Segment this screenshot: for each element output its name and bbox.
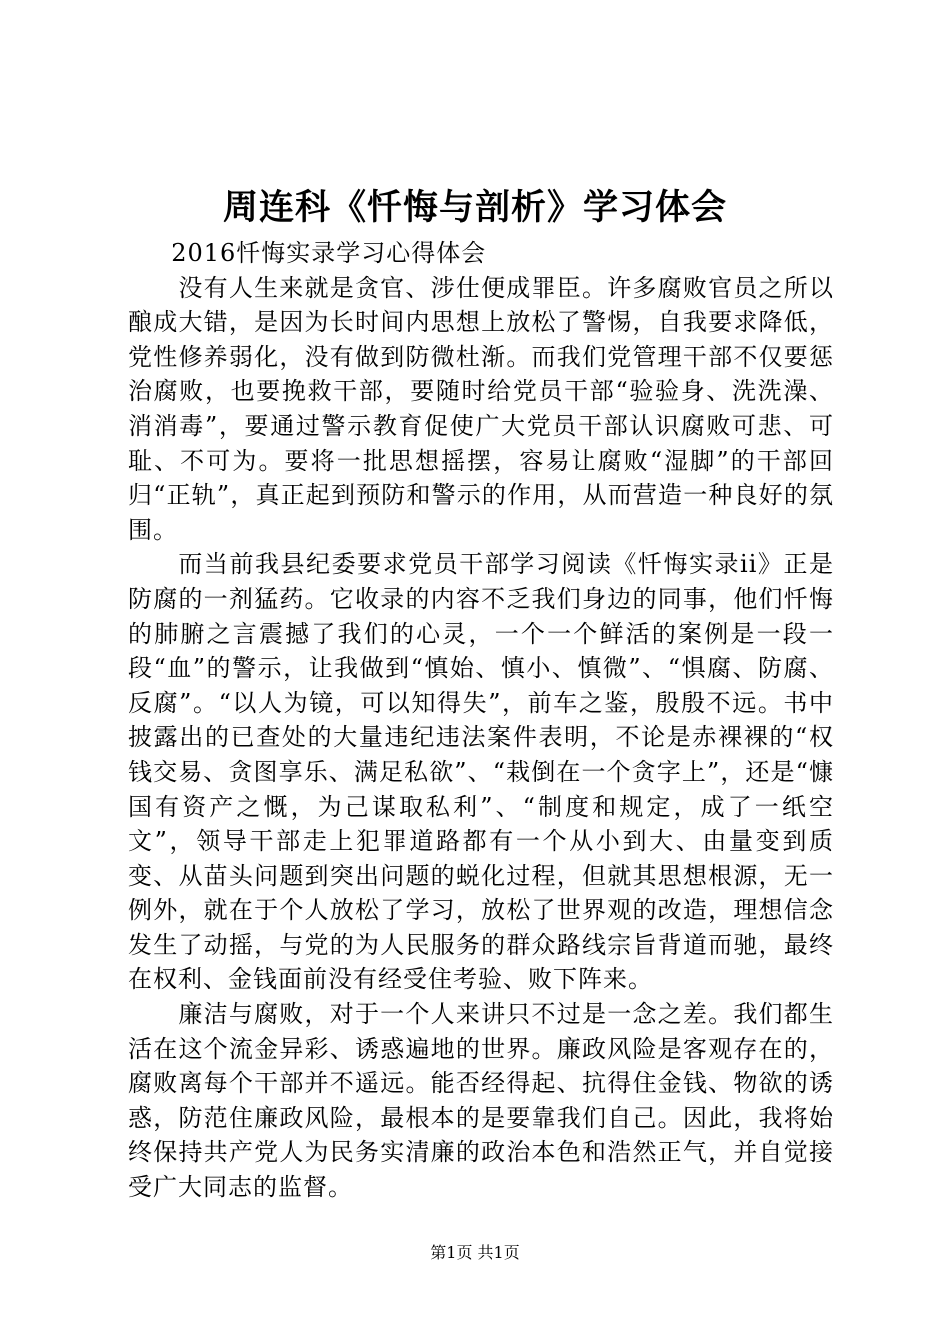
document-subtitle: 2016忏悔实录学习心得体会 <box>171 239 487 267</box>
document-title: 周连科《忏悔与剖析》学习体会 <box>222 187 727 228</box>
document-body <box>128 236 834 1205</box>
paragraph-2: 而当前我县纪委要求党员干部学习阅读《忏悔实录ii》正是防腐的一剂猛药。它收录的内容不乏我们身边的同事，他们忏悔的肺腑之言震撼了我们的心灵，一个一个鲜活的案例是一段一段“血”的警示，让我做到“慎始、慎小、慎微”、“惧腐、防腐、反腐”。“以人为镜，可以知得失”，前车之鉴，殷殷不远。书中披露出的已查处的大量违纪违法案件表明，不论是赤裸裸的“权钱交易、贪图享乐、满足私欲”、“栽倒在一个贪字上”，还是“慷国有资产之慨，为己谋取私利”、“制度和规定，成了一纸空文”，领导干部走上犯罪道路都有一个从小到大、由量变到质变、从苗头问题到突出问题的蜕化过程，但就其思想根源，无一例外，就在于个人放松了学习，放松了世界观的改造，理想信念发生了动摇，与党的为人民服务的群众路线宗旨背道而驰，最终在权利、金钱面前没有经受住考验、败下阵来。 <box>128 550 834 994</box>
paragraph-1: 没有人生来就是贪官、涉仕便成罪臣。许多腐败官员之所以酿成大错，是因为长时间内思想上放松了警惕，自我要求降低，党性修养弱化，没有做到防微杜渐。而我们党管理干部不仅要惩治腐败，也要挽救干部，要随时给党员干部“验验身、洗洗澡、消消毒”，要通过警示教育促使广大党员干部认识腐败可悲、可耻、不可为。要将一批思想摇摆，容易让腐败“湿脚”的干部回归“正轨”，真正起到预防和警示的作用，从而营造一种良好的氛围。 <box>128 273 834 544</box>
paragraph-3: 廉洁与腐败，对于一个人来讲只不过是一念之差。我们都生活在这个流金异彩、诱惑遍地的世界。廉政风险是客观存在的，腐败离每个干部并不遥远。能否经得起、抗得住金钱、物欲的诱惑，防范住廉政风险，最根本的是要靠我们自己。因此，我将始终保持共产党人为民务实清廉的政治本色和浩然正气，并自觉接受广大同志的监督。 <box>128 1000 834 1202</box>
page-footer: 第1页 共1页 <box>430 1243 520 1262</box>
